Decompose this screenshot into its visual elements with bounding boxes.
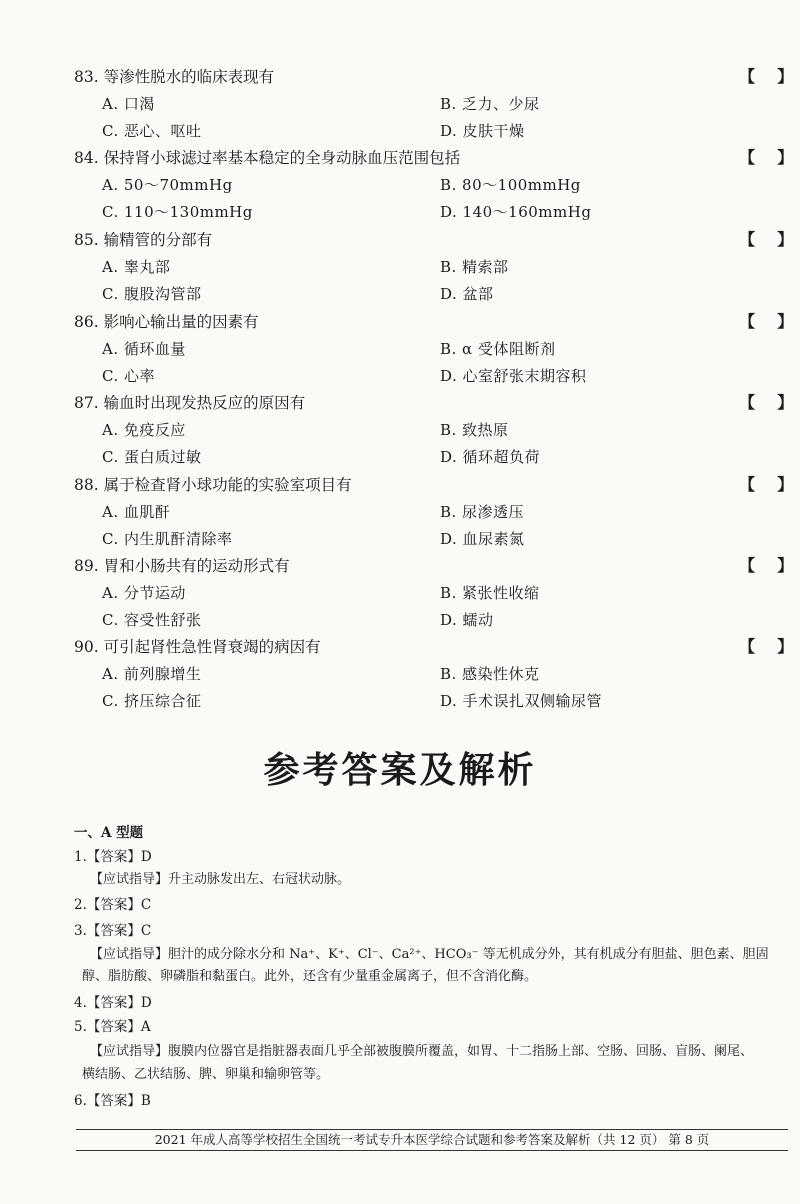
question-stem: 89. 胃和小肠共有的运动形式有 [74, 557, 290, 575]
question-stem: 90. 可引起肾性急性肾衰竭的病因有 [74, 638, 321, 656]
option-a: A. 血肌酐 [102, 503, 171, 521]
question-stem: 85. 输精管的分部有 [74, 231, 213, 249]
answers-section-title: 参考答案及解析 [263, 749, 537, 791]
answer-bracket: 【 】 [739, 637, 794, 656]
option-a: A. 循环血量 [102, 340, 186, 358]
option-d: D. 心室舒张末期容积 [440, 367, 587, 385]
question-stem: 87. 输血时出现发热反应的原因有 [74, 394, 306, 412]
option-a: A. 免疫反应 [102, 421, 186, 439]
question-stem: 88. 属于检查肾小球功能的实验室项目有 [74, 476, 352, 494]
option-a: A. 口渴 [102, 95, 155, 113]
option-a: A. 分节运动 [102, 584, 186, 602]
guide-3-line2: 醇、脂肪酸、卵磷脂和黏蛋白。此外，还含有少量重金属离子，但不含消化酶。 [82, 969, 538, 984]
answer-bracket: 【 】 [739, 230, 794, 249]
option-a: A. 50～70mmHg [102, 176, 233, 194]
answer-2: 2.【答案】C [74, 897, 152, 913]
option-c: C. 心率 [102, 367, 155, 385]
option-a: A. 前列腺增生 [102, 665, 202, 683]
answer-bracket: 【 】 [739, 475, 794, 494]
guide-5-line1: 【应试指导】腹膜内位器官是指脏器表面几乎全部被腹膜所覆盖，如胃、十二指肠上部、空肠、回肠、盲肠、阑尾、 [90, 1044, 754, 1059]
question-stem: 84. 保持肾小球滤过率基本稳定的全身动脉血压范围包括 [74, 149, 461, 167]
option-d: D. 蠕动 [440, 611, 494, 629]
option-d: D. 手术误扎双侧输尿管 [440, 692, 603, 710]
option-d: D. 皮肤干燥 [440, 122, 525, 140]
option-b: B. 感染性休克 [440, 665, 540, 683]
option-b: B. 致热原 [440, 421, 509, 439]
option-c: C. 内生肌酐清除率 [102, 530, 233, 548]
option-c: C. 腹股沟管部 [102, 285, 202, 303]
option-d: D. 140～160mmHg [440, 203, 592, 221]
option-b: B. 乏力、少尿 [440, 95, 540, 113]
answer-bracket: 【 】 [739, 312, 794, 331]
option-b: B. 紧张性收缩 [440, 584, 540, 602]
answer-bracket: 【 】 [739, 393, 794, 412]
option-b: B. α 受体阻断剂 [440, 340, 556, 358]
option-d: D. 循环超负荷 [440, 448, 541, 466]
page-footer: 2021 年成人高等学校招生全国统一考试专升本医学综合试题和参考答案及解析（共 12 页） 第 8 页 [76, 1129, 788, 1151]
part-label: 一、A 型题 [74, 825, 144, 841]
option-c: C. 挤压综合征 [102, 692, 202, 710]
option-b: B. 精索部 [440, 258, 509, 276]
question-stem: 86. 影响心输出量的因素有 [74, 313, 259, 331]
answer-6: 6.【答案】B [74, 1093, 151, 1109]
answer-3: 3.【答案】C [74, 923, 152, 939]
question-stem: 83. 等渗性脱水的临床表现有 [74, 68, 275, 86]
answer-bracket: 【 】 [739, 148, 794, 167]
option-c: C. 恶心、呕吐 [102, 122, 202, 140]
option-c: C. 蛋白质过敏 [102, 448, 202, 466]
guide-3-line1: 【应试指导】胆汁的成分除水分和 Na⁺、K⁺、Cl⁻、Ca²⁺、HCO₃⁻ 等无机成分外，其有机成分有胆盐、胆色素、胆固 [90, 947, 769, 962]
answer-5: 5.【答案】A [74, 1019, 151, 1035]
answer-bracket: 【 】 [739, 67, 794, 86]
option-c: C. 110～130mmHg [102, 203, 253, 221]
answer-1: 1.【答案】D [74, 849, 152, 865]
option-d: D. 血尿素氮 [440, 530, 525, 548]
answer-4: 4.【答案】D [74, 995, 152, 1011]
option-d: D. 盆部 [440, 285, 494, 303]
answer-bracket: 【 】 [739, 556, 794, 575]
guide-5-line2: 横结肠、乙状结肠、脾、卵巢和输卵管等。 [82, 1067, 330, 1082]
option-b: B. 尿渗透压 [440, 503, 525, 521]
guide-1: 【应试指导】升主动脉发出左、右冠状动脉。 [90, 872, 351, 887]
option-b: B. 80～100mmHg [440, 176, 581, 194]
option-a: A. 睾丸部 [102, 258, 171, 276]
option-c: C. 容受性舒张 [102, 611, 202, 629]
